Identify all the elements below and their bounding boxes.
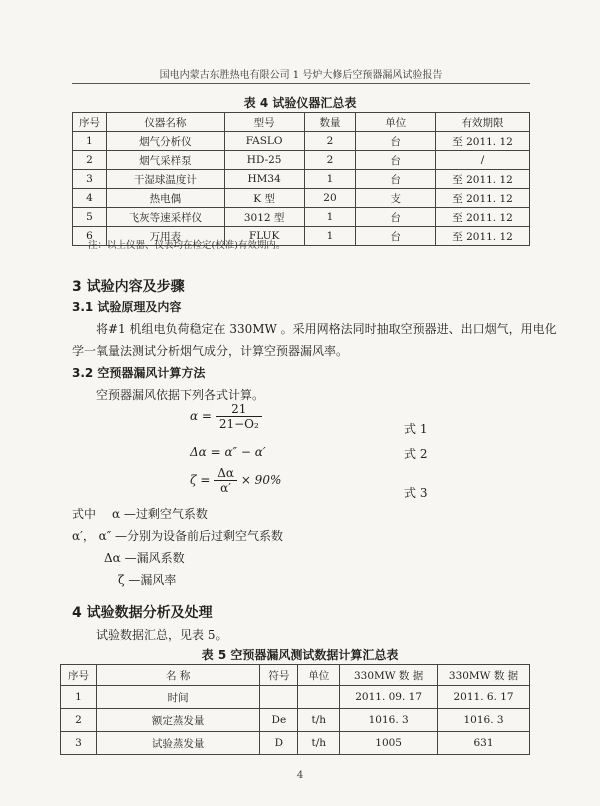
- table4: [72, 112, 530, 246]
- table-row: [61, 709, 530, 732]
- definition-delta-alpha: Δα —漏风系数: [104, 551, 185, 565]
- table-cell: De: [260, 709, 298, 732]
- table-cell: 至 2011. 12: [436, 189, 530, 208]
- table-cell: 6: [73, 227, 107, 246]
- table5-col-header: 名 称: [96, 665, 259, 686]
- formula-3-lhs: ζ =: [190, 473, 211, 487]
- table5-col-header: 符号: [260, 665, 298, 686]
- table-cell: 飞灰等速采样仪: [106, 208, 224, 227]
- section4-intro: 试验数据汇总，见表 5。: [96, 628, 228, 642]
- table4-note: 注：以上仪器、仪表均在检定(校准)有效期内。: [88, 240, 286, 251]
- table-cell: 台: [356, 208, 436, 227]
- table-cell: [260, 686, 298, 709]
- table-cell: 支: [356, 189, 436, 208]
- page-header: 国电内蒙古东胜热电有限公司 1 号炉大修后空预器漏风试验报告: [72, 66, 530, 84]
- section32-title: 3.2 空预器漏风计算方法: [72, 366, 206, 380]
- table-cell: 至 2011. 12: [436, 170, 530, 189]
- table-cell: 2011. 09. 17: [340, 686, 438, 709]
- table-row: [73, 151, 530, 170]
- table-cell: 至 2011. 12: [436, 208, 530, 227]
- formula-1-fraction: [216, 402, 262, 431]
- formula-1-lhs: α =: [190, 409, 212, 423]
- table-cell: 台: [356, 132, 436, 151]
- section31-line1: 将#1 机组电负荷稳定在 330MW 。采用网格法同时抽取空预器进、出口烟气，用电化: [96, 322, 557, 336]
- equation-number-3: 式 3: [404, 486, 428, 500]
- table-cell: [298, 686, 340, 709]
- table-cell: 1016. 3: [340, 709, 438, 732]
- table-cell: 万用表: [106, 227, 224, 246]
- formula-3-numerator: Δα: [214, 466, 237, 481]
- table-cell: 1: [304, 227, 356, 246]
- table-cell: 2: [304, 132, 356, 151]
- table-cell: 1016. 3: [438, 709, 530, 732]
- definition-alpha: α —过剩空气系数: [112, 507, 208, 521]
- formula-3: [190, 466, 281, 495]
- table-cell: 1005: [340, 732, 438, 755]
- table-cell: 2: [304, 151, 356, 170]
- table4-header-row: [73, 113, 530, 132]
- table-cell: 1: [61, 686, 97, 709]
- table4-col-header: 单位: [356, 113, 436, 132]
- table-cell: 3: [61, 732, 97, 755]
- table-cell: HM34: [224, 170, 304, 189]
- table5-col-header: 330MW 数 据: [340, 665, 438, 686]
- table-cell: HD-25: [224, 151, 304, 170]
- table-row: [61, 686, 530, 709]
- table4-col-header: 序号: [73, 113, 107, 132]
- table-cell: 额定蒸发量: [96, 709, 259, 732]
- section3-title: 3 试验内容及步骤: [72, 279, 185, 295]
- formula-3-denominator: α′: [220, 481, 231, 495]
- table5-caption: 表 5 空预器漏风测试数据计算汇总表: [201, 648, 399, 662]
- table-cell: t/h: [298, 709, 340, 732]
- equation-number-2: 式 2: [404, 447, 428, 461]
- formula-3-fraction: [214, 466, 237, 495]
- table-cell: 试验蒸发量: [96, 732, 259, 755]
- definition-zeta: ζ —漏风率: [118, 573, 177, 587]
- table-row: [73, 208, 530, 227]
- formula-2: Δα = α″ − α′: [190, 445, 266, 459]
- table-cell: /: [436, 151, 530, 170]
- table-cell: K 型: [224, 189, 304, 208]
- table-cell: 1: [304, 208, 356, 227]
- table-cell: 烟气分析仪: [106, 132, 224, 151]
- table-cell: 台: [356, 227, 436, 246]
- table5: [60, 664, 530, 755]
- table-cell: 4: [73, 189, 107, 208]
- table-cell: 2011. 6. 17: [438, 686, 530, 709]
- table4-col-header: 仪器名称: [106, 113, 224, 132]
- table4-col-header: 有效期限: [436, 113, 530, 132]
- table-cell: 干湿球温度计: [106, 170, 224, 189]
- table4-col-header: 型号: [224, 113, 304, 132]
- table-row: [73, 132, 530, 151]
- table-cell: 2: [61, 709, 97, 732]
- table-cell: 631: [438, 732, 530, 755]
- table5-col-header: 330MW 数 据: [438, 665, 530, 686]
- formula-1-numerator: 21: [216, 402, 262, 417]
- table-row: [73, 189, 530, 208]
- section31-line2: 学一氧量法测试分析烟气成分，计算空预器漏风率。: [72, 344, 349, 358]
- table-cell: 1: [304, 170, 356, 189]
- table-cell: 热电偶: [106, 189, 224, 208]
- table-cell: 5: [73, 208, 107, 227]
- table-cell: 时间: [96, 686, 259, 709]
- table5-col-header: 序号: [61, 665, 97, 686]
- table-cell: 烟气采样泵: [106, 151, 224, 170]
- table-cell: 台: [356, 151, 436, 170]
- section4-title: 4 试验数据分析及处理: [72, 605, 213, 621]
- table-cell: 2: [73, 151, 107, 170]
- table-cell: 至 2011. 12: [436, 132, 530, 151]
- table5-header-row: [61, 665, 530, 686]
- table-cell: 台: [356, 170, 436, 189]
- table-cell: 至 2011. 12: [436, 227, 530, 246]
- table4-col-header: 数量: [304, 113, 356, 132]
- table-cell: 3012 型: [224, 208, 304, 227]
- formula-3-rhs: × 90%: [240, 473, 282, 487]
- where-label: 式中: [72, 507, 97, 521]
- equation-number-1: 式 1: [404, 422, 428, 436]
- table-cell: FLUK: [224, 227, 304, 246]
- section31-title: 3.1 试验原理及内容: [72, 300, 182, 314]
- table-cell: 1: [73, 132, 107, 151]
- table-cell: 20: [304, 189, 356, 208]
- formula-1-denominator: 21−O₂: [218, 417, 259, 431]
- table-row: [61, 732, 530, 755]
- table4-caption: 表 4 试验仪器汇总表: [243, 96, 357, 110]
- section32-intro: 空预器漏风依据下列各式计算。: [96, 388, 265, 402]
- table-cell: D: [260, 732, 298, 755]
- table-cell: FASLO: [224, 132, 304, 151]
- table-cell: t/h: [298, 732, 340, 755]
- table5-col-header: 单位: [298, 665, 340, 686]
- definition-alpha-prime: α′， α″ —分别为设备前后过剩空气系数: [72, 529, 284, 543]
- page-number: 4: [296, 770, 304, 781]
- formula-1: [190, 402, 262, 431]
- table-cell: 3: [73, 170, 107, 189]
- table-row: [73, 170, 530, 189]
